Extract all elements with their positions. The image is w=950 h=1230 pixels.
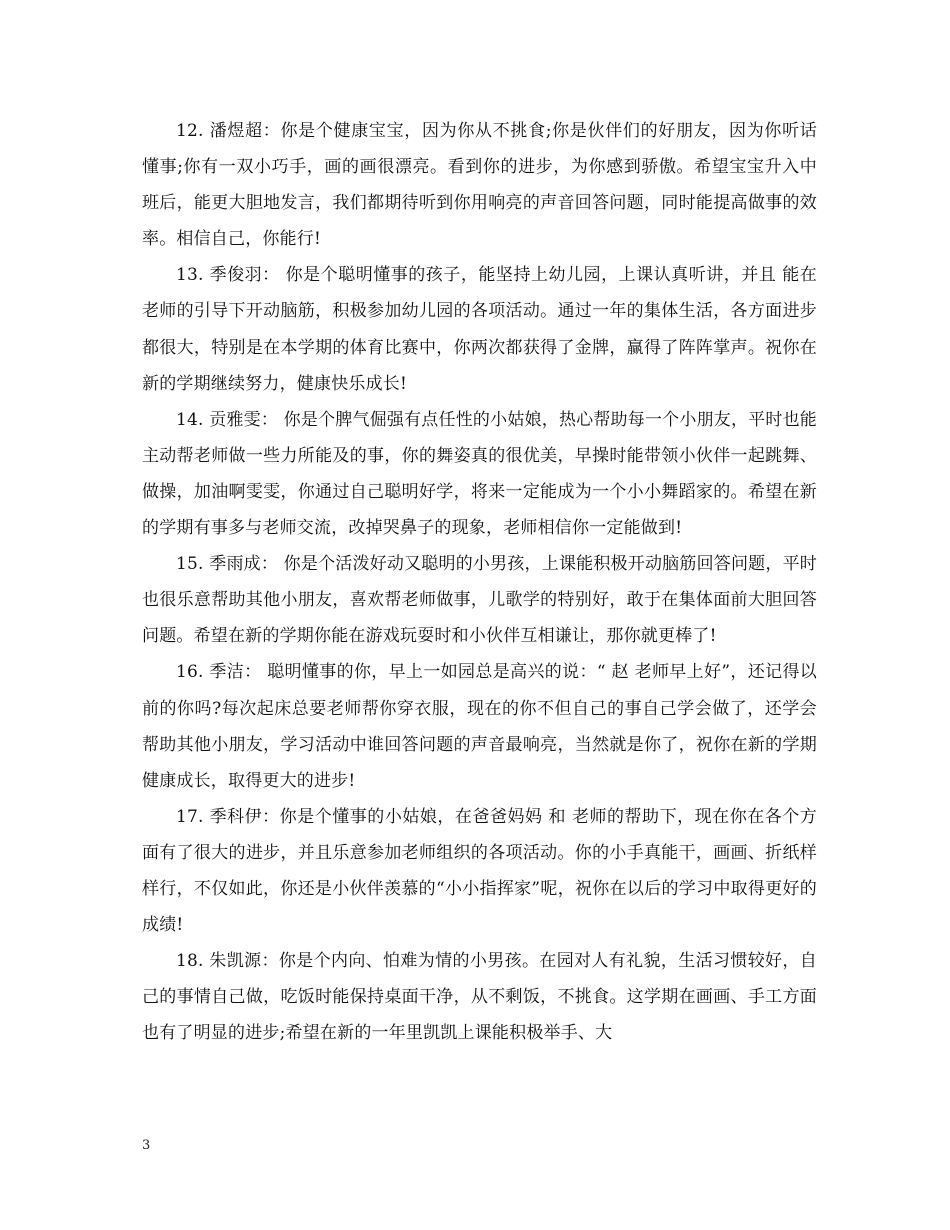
paragraph-12: 12. 潘煜超：你是个健康宝宝，因为你从不挑食;你是伙伴们的好朋友，因为你听话懂事;你有一双小巧手，画的画很漂亮。看到你的进步，为你感到骄傲。希望宝宝升入中班后，能更大胆地发言，我们都期待听到你用响亮的声音回答问题，同时能提高做事的效率。相信自己，你能行!: [142, 121, 817, 250]
paragraph-18: 18. 朱凯源：你是个内向、怕难为情的小男孩。在园对人有礼貌，生活习惯较好，自己的事情自己做，吃饭时能保持桌面干净，从不剩饭，不挑食。这学期在画画、手工方面也有了明显的进步;希望在新的一年里凯凯上课能积极举手、大: [142, 951, 817, 1044]
paragraph-15: 15. 季雨成： 你是个活泼好动又聪明的小男孩，上课能积极开动脑筋回答问题，平时也很乐意帮助其他小朋友，喜欢帮老师做事，儿歌学的特别好，敢于在集体面前大胆回答问题。希望在新的学期你能在游戏玩耍时和小伙伴互相谦让，那你就更棒了!: [142, 554, 817, 647]
page-number: 3: [142, 1138, 151, 1153]
paragraph-17: 17. 季科伊：你是个懂事的小姑娘，在爸爸妈妈 和 老师的帮助下，现在你在各个方面有了很大的进步，并且乐意参加老师组织的各项活动。你的小手真能干，画画、折纸样样行，不仅如此，你还是小伙伴羡慕的“小小指挥家”呢，祝你在以后的学习中取得更好的成绩!: [142, 806, 817, 936]
paragraph-16: 16. 季洁： 聪明懂事的你，早上一如园总是高兴的说：“ 赵 老师早上好”，还记得以前的你吗?每次起床总要老师帮你穿衣服，现在的你不但自己的事自己学会做了，还学会帮助其他小朋友，学习活动中谁回答问题的声音最响亮，当然就是你了，祝你在新的学期健康成长，取得更大的进步!: [142, 662, 817, 791]
paragraph-13: 13. 季俊羽： 你是个聪明懂事的孩子，能坚持上幼儿园，上课认真听讲，并且 能在 老师的引导下开动脑筋，积极参加幼儿园的各项活动。通过一年的集体生活，各方面进步都很大，特别是在本学期的体育比赛中，你两次都获得了金牌，赢得了阵阵掌声。祝你在新的学期继续努力，健康快乐成长!: [142, 265, 817, 394]
paragraph-14: 14. 贡雅雯： 你是个脾气倔强有点任性的小姑娘，热心帮助每一个小朋友，平时也能主动帮老师做一些力所能及的事，你的舞姿真的很优美，早操时能带领小伙伴一起跳舞、做操，加油啊雯雯，你通过自己聪明好学，将来一定能成为一个小小舞蹈家的。希望在新的学期有事多与老师交流，改掉哭鼻子的现象，老师相信你一定能做到!: [142, 409, 817, 539]
document-body: [142, 113, 817, 1051]
